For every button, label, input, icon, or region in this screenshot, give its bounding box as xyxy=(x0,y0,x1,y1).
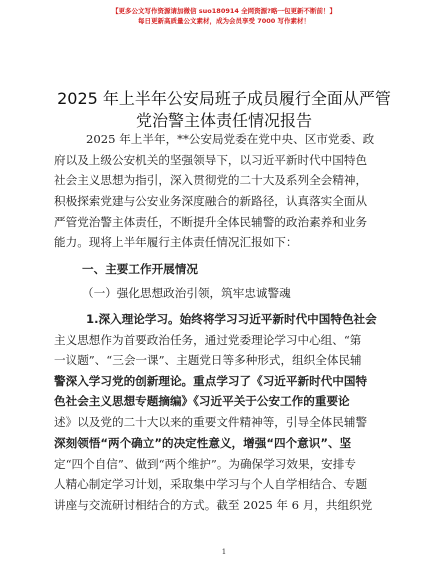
promo-banner-line-1: 【更多公文写作资源请加微信 suo180914 全网资源?略一包更新不断前！】 xyxy=(112,7,336,15)
para-line-4: 警深入学习党的创新理论。重点学习了《习近平新时代中国特 xyxy=(54,374,368,388)
para-line-9: 人精心制定学习计划，采取集中学习与个人自学相结合、专题 xyxy=(54,477,368,491)
para-line-1: 1.深入理论学习。始终将学习习近平新时代中国特色社会 xyxy=(86,312,377,326)
para-line-5: 色社会主义思想专题摘编》《习近平关于公安工作的重要论 xyxy=(54,394,350,408)
document-title-line-1: 2025 年上半年公安局班子成员履行全面从严管 xyxy=(57,89,391,108)
section-heading-1: 一、主要工作开展情况 xyxy=(82,262,198,276)
para-line-6: 述》以及党的二十大以来的重要文件精神等，引导全体民辅警 xyxy=(54,415,368,429)
page-number: 1 xyxy=(221,548,227,556)
subsection-heading-1: （一）强化思想政治引领，筑牢忠诚警魂 xyxy=(82,286,291,300)
body-line-5: 严管党治警主体责任，不断提升全体民辅警的政治素养和业务 xyxy=(54,215,368,229)
body-line-6: 能力。现将上半年履行主体责任情况汇报如下： xyxy=(54,235,298,249)
para-line-7: 深刻领悟“两个确立”的决定性意义，增强“四个意识”、坚 xyxy=(54,436,352,450)
para-line-2: 主义思想作为首要政治任务，通过党委理论学习中心组、“第 xyxy=(54,333,362,347)
document-title-line-2: 党治警主体责任情况报告 xyxy=(135,111,312,130)
para-line-8: 定“四个自信”、做到“两个维护”。为确保学习效果，安排专 xyxy=(54,457,356,471)
body-line-1: 2025 年上半年，**公安局党委在党中央、区市党委、政 xyxy=(86,132,375,146)
body-line-2: 府以及上级公安机关的坚强领导下，以习近平新时代中国特色 xyxy=(54,153,368,167)
promo-banner-line-2: 每日更新高质量公文素材，成为会员享受 7000 写作素材！ xyxy=(137,17,311,25)
para-line-10: 讲座与交流研讨相结合的方式。截至 2025 年 6 月，共组织党 xyxy=(54,498,373,512)
body-line-3: 社会主义思想为指引，深入贯彻党的二十大及系列全会精神， xyxy=(54,173,368,187)
para-line-3: 一议题”、“三会一课”、主题党日等多种形式，组织全体民辅 xyxy=(54,353,362,367)
body-line-4: 积极探索党建与公安业务深度融合的新路径，认真落实全面从 xyxy=(54,194,368,208)
